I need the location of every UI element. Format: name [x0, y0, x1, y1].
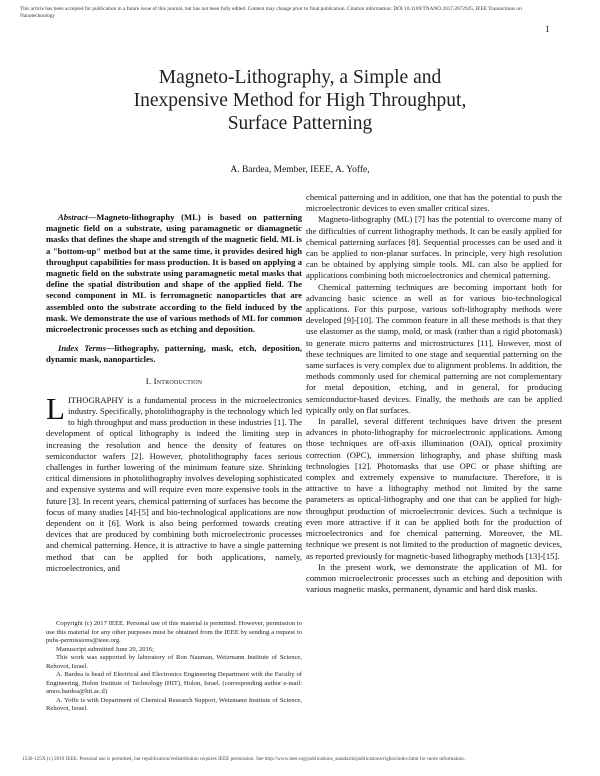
index-terms — [46, 343, 302, 365]
index-terms-text: —lithography, patterning, mask, etch, deposition, dynamic mask, nanoparticles. — [46, 343, 303, 365]
right-paragraph-2: Magneto-lithography (ML) [7] has the potential to overcome many of the difficulties of current lithography methods. It can be easily applied for chemical patterning surfaces [8]. Sequential processes can be used and it can be applied to non-planar surfaces. In principle, very high resolution can be obtained by applying simple tools. ML can also be applied for applications combining both microelectronics and chemical patterning. — [306, 214, 562, 281]
drop-cap: L — [46, 390, 65, 426]
page-number: 1 — [545, 24, 550, 34]
paper-title — [40, 66, 560, 135]
intro-paragraph-1 — [46, 390, 302, 574]
left-column — [46, 212, 302, 574]
footnotes — [46, 620, 302, 714]
intro-paragraph-1-text: ITHOGRAPHY is a fundamental process in the microelectronics industry. Specifically, photolithography is the technology which led to high throughput and mass production in these industries [1]. The development of optical lithography is indeed the limiting step in increasing the resolution and hence the density of features on semiconductor wafers [2]. However, photolithography faces serious challenges in further lowering of the minimum feature size. Shrinking critical dimensions in photolithography involves developing sophisticated and expensive systems and will require even more expensive tools in the future [3]. In recent years, chemical patterning of surfaces has become the focus of many studies [4]-[5] and bio-technological applications are now dependent on it [6]. Work is also being performed towards creating devices that are produced by combining both microelectronic processes and chemical patterning. Hence, it is attractive to have a single patterning method that can be applied for both applications, namely, microelectronics, and — [46, 394, 302, 573]
right-paragraph-3: Chemical patterning techniques are becoming important both for advancing basic science as well as for various bio-technological applications. For this purpose, various soft-lithography methods were developed [9]-[10]. The common feature in all these methods is that they use elastomer as the stamp, mold, or mask (rather than a rigid photomask) to generate micro patterns and microstructures [11]. However, most of these techniques are limited to one stage and sequential patterning on the same surfaces is very complex due to alignment problems. In addition, the methods commonly used for chemical patterning are not complementary for metal deposition, etching, and in general, for producing semiconductor-based devices. Finally, the methods are can be applied typically only on flat surfaces. — [306, 281, 562, 415]
footnote-support: This work was supported by laboratory of Ron Nauman, Weizmann Institute of Science, Rehovot, Israel. — [46, 654, 302, 670]
introduction-body — [46, 390, 302, 574]
title-line-2: Inexpensive Method for High Throughput, — [133, 90, 467, 111]
section-title: Introduction — [153, 375, 203, 386]
footer-note: 1536-125X (c) 2016 IEEE. Personal use is permitted, but republication/redistribution requires IEEE permission. See http://www.ieee.org/publications_standards/publications/rights/index.html for more information. — [22, 756, 466, 762]
right-paragraph-4: In parallel, several different techniques have driven the present advances in photo-lithography for microelectronic applications. Among those techniques are off-axis illumination (OAI), optical proximity correction (OPC), immersion lithography, and phase shifting mask technologies [12]. Photomasks that use OPC or phase shifting are complex and extremely expensive to manufacture. Therefore, it is attractive to have a lithography method not limited by the same parameters as optical-lithography and one that can be applied for high-throughput production of microelectronic devices. Such a technique is even more attractive if it can be applied both for the production of microelectronics and for chemical patterning. Moreover, the ML technique we present is not limited to the production of magnetic devices, as reported previously for magnetic-based lithography methods [13]-[15]. — [306, 416, 562, 561]
footnote-copyright: Copyright (c) 2017 IEEE. Personal use of this material is permitted. However, permission to use this material for any other purposes must be obtained from the IEEE by sending a request to pubs-permissions@ieee.org. — [46, 620, 302, 644]
right-paragraph-5: In the present work, we demonstrate the application of ML for common microelectronic processes such as etching and deposition with various magnetic masks, permanent, dynamic and hard disk masks. — [306, 561, 562, 595]
abstract — [46, 212, 302, 335]
acceptance-note: This article has been accepted for publication in a future issue of this journal, but has not been fully edited. Content may change prior to final publication. Citation information: DOI 10.1109/TNANO.2017.2672925, IEEE Transactions on Nanotechnology — [20, 6, 522, 19]
abstract-label: Abstract — [58, 212, 88, 222]
index-terms-label: Index Terms — [58, 343, 106, 354]
right-column — [306, 192, 562, 595]
title-line-3: Surface Patterning — [227, 113, 373, 134]
footnote-author-1: A. Bardea is head of Electrical and Electronics Engineering Department with the Faculty of Engineering, Holon Institute of Technology (HIT), Holon, Israel. (corresponding author e-mail: amos.bardea@hit.ac.il) — [46, 671, 302, 695]
title-line-1: Magneto-Lithography, a Simple and — [158, 67, 442, 88]
footnote-author-2: A. Yoffe is with Department of Chemical Research Support, Weizmann Institute of Science, Rehovot, Israel. — [46, 696, 302, 712]
right-paragraph-continued: chemical patterning and in addition, one that has the potential to push the microelectronic devices to even smaller critical sizes. — [306, 192, 562, 214]
section-numeral: I. — [145, 375, 152, 386]
section-heading-introduction — [46, 376, 302, 387]
abstract-text: —Magneto-lithography (ML) is based on patterning magnetic field on a substrate, using paramagnetic or diamagnetic masks that defines the shape and strength of the magnetic field. ML is a "bottom-up" method but at the same time, it provides desired high throughput capabilities for mass production. It is based on applying a magnetic field on the substrate using paramagnetic metal masks that define the spatial distribution and shape of the applied field. The second component in ML is ferromagnetic nanoparticles that are assembled onto the substrate according to the field induced by the mask. We demonstrate the use of various methods of ML for common microelectronic processes such as etching and deposition. — [46, 212, 302, 335]
footnote-submitted: Manuscript submitted June 20, 2016; — [56, 645, 154, 653]
authors: A. Bardea, Member, IEEE, A. Yoffe, — [230, 165, 370, 175]
